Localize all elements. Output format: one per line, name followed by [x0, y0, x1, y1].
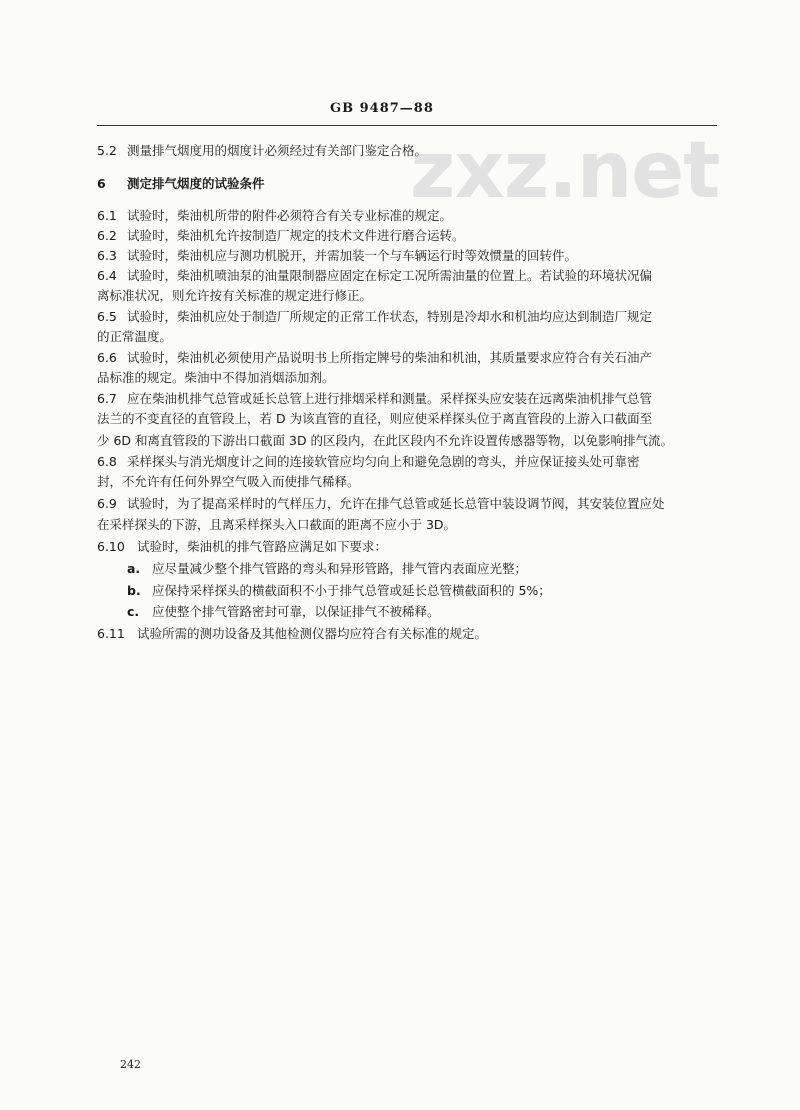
paragraph-6-1 — [97, 208, 722, 224]
clause-number: 6.6 — [97, 350, 117, 365]
clause-text: 试验时，柴油机允许按制造厂规定的技术文件进行磨合运转。 — [127, 228, 465, 243]
paragraph-6-4 — [97, 268, 722, 284]
clause-text: 应在柴油机排气总管或延长总管上进行排烟采样和测量。采样探头应安装在远离柴油机排气总管 — [127, 391, 653, 406]
paragraph-6-7-continued-1: 法兰的不变直径的直管段上，若 D 为该直管的直径，则应使采样探头位于离直管段的上游入口截面至 — [97, 411, 653, 426]
section-6-heading — [97, 176, 722, 192]
list-item — [127, 604, 752, 620]
list-item-text: 应保持采样探头的横截面积不小于排气总管或延长总管横截面积的 5%； — [152, 583, 551, 598]
list-item-text: 应使整个排气管路密封可靠，以保证排气不被稀释。 — [152, 604, 440, 619]
clause-number: 6.2 — [97, 228, 117, 243]
clause-number: 6.11 — [97, 626, 125, 641]
clause-text: 试验时，柴油机喷油泵的油量限制器应固定在标定工况所需油量的位置上。若试验的环境状况偏 — [127, 268, 653, 283]
paragraph-6-11 — [97, 626, 722, 642]
paragraph-6-8 — [97, 454, 722, 470]
clause-number: 6.5 — [97, 309, 117, 324]
paragraph-6-10 — [97, 539, 722, 555]
paragraph-6-8-continued: 封，不允许有任何外界空气吸入而使排气稀释。 — [97, 474, 360, 489]
list-marker: a. — [127, 561, 141, 576]
paragraph-5-2 — [97, 143, 722, 159]
list-item — [127, 561, 752, 577]
document-code: GB 9487—88 — [330, 101, 434, 116]
section-title: 测定排气烟度的试验条件 — [127, 176, 265, 191]
clause-text: 测量排气烟度用的烟度计必须经过有关部门鉴定合格。 — [127, 143, 428, 158]
list-item — [127, 583, 752, 599]
paragraph-6-7-continued-2: 少 6D 和离直管段的下游出口截面 3D 的区段内，在此区段内不允许设置传感器等物，以免影响排气流。 — [97, 433, 674, 448]
paragraph-6-5-continued: 的正常温度。 — [97, 329, 173, 344]
paragraph-6-9-continued: 在采样探头的下游，且离采样探头入口截面的距离不应小于 3D。 — [97, 517, 457, 532]
list-marker: c. — [127, 604, 140, 619]
paragraph-6-3 — [97, 248, 722, 264]
paragraph-6-9 — [97, 496, 722, 512]
clause-text: 试验所需的测功设备及其他检测仪器均应符合有关标准的规定。 — [137, 626, 488, 641]
clause-number: 5.2 — [97, 143, 117, 158]
header-rule — [97, 125, 717, 126]
section-number: 6 — [97, 176, 106, 191]
clause-text: 试验时，柴油机的排气管路应满足如下要求： — [137, 539, 388, 554]
list-marker: b. — [127, 583, 141, 598]
clause-number: 6.8 — [97, 454, 117, 469]
clause-text: 试验时，为了提高采样时的气样压力，允许在排气总管或延长总管中装设调节阀，其安装位置应处 — [127, 496, 665, 511]
clause-text: 试验时，柴油机应与测功机脱开，并需加装一个与车辆运行时等效惯量的回转件。 — [127, 248, 578, 263]
clause-number: 6.9 — [97, 496, 117, 511]
paragraph-6-4-continued: 离标准状况，则允许按有关标准的规定进行修正。 — [97, 288, 373, 303]
paragraph-6-6-continued: 品标准的规定。柴油中不得加消烟添加剂。 — [97, 370, 335, 385]
list-item-text: 应尽量减少整个排气管路的弯头和异形管路，排气管内表面应光整； — [152, 561, 528, 576]
clause-text: 试验时，柴油机所带的附件必须符合有关专业标准的规定。 — [127, 208, 453, 223]
paragraph-6-5 — [97, 309, 722, 325]
clause-number: 6.10 — [97, 539, 125, 554]
paragraph-6-6 — [97, 350, 722, 366]
clause-number: 6.7 — [97, 391, 117, 406]
clause-number: 6.3 — [97, 248, 117, 263]
page-number: 242 — [120, 1058, 141, 1071]
clause-text: 采样探头与消光烟度计之间的连接软管应均匀向上和避免急剧的弯头，并应保证接头处可靠密 — [127, 454, 640, 469]
clause-text: 试验时，柴油机应处于制造厂所规定的正常工作状态，特别是冷却水和机油均应达到制造厂规定 — [127, 309, 653, 324]
clause-text: 试验时，柴油机必须使用产品说明书上所指定牌号的柴油和机油，其质量要求应符合有关石油产 — [127, 350, 653, 365]
watermark: zxz.net — [410, 126, 720, 216]
clause-number: 6.4 — [97, 268, 117, 283]
clause-number: 6.1 — [97, 208, 117, 223]
paragraph-6-2 — [97, 228, 722, 244]
paragraph-6-7 — [97, 391, 722, 407]
